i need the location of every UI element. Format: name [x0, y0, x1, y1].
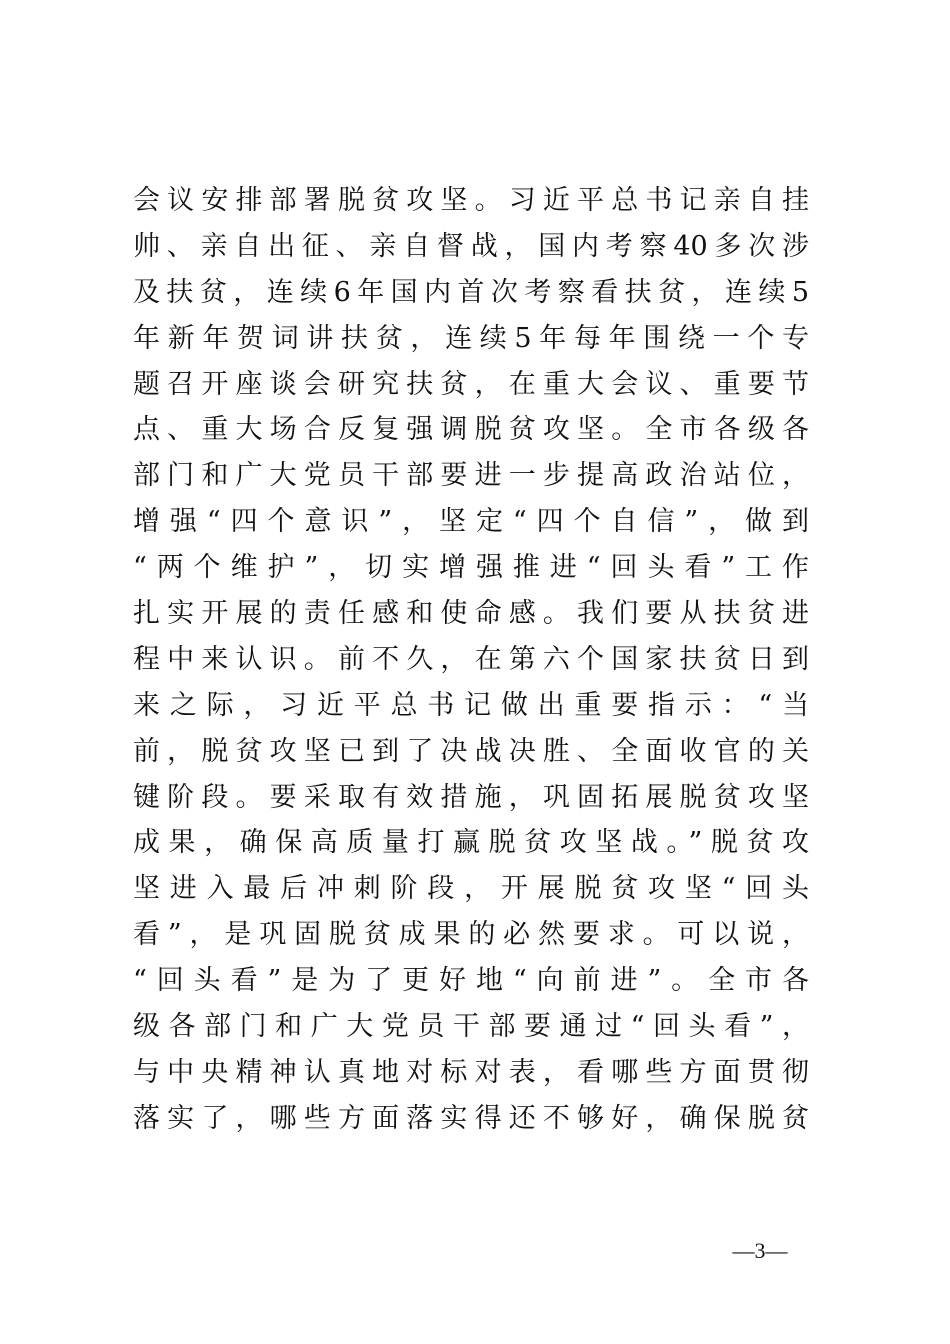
text-line: 来之际，习近平总书记做出重要指示：“当: [133, 689, 809, 721]
page-number: —3—: [732, 1238, 788, 1263]
text-line: 程中来认识。前不久，在第六个国家扶贫日到: [133, 643, 809, 675]
body-text: [133, 178, 809, 1142]
text-line: 部门和广大党员干部要进一步提高政治站位，: [133, 460, 809, 492]
text-line: “两个维护”，切实增强推进“回头看”工作: [133, 552, 809, 584]
text-line: 成果，确保高质量打赢脱贫攻坚战。”脱贫攻: [133, 827, 809, 859]
text-line: 会议安排部署脱贫攻坚。习近平总书记亲自挂: [133, 185, 809, 216]
text-line: 级各部门和广大党员干部要通过“回头看”，: [133, 1011, 809, 1043]
text-line: 题召开座谈会研究扶贫，在重大会议、重要节: [133, 368, 809, 400]
text-line: 扎实开展的责任感和使命感。我们要从扶贫进: [133, 598, 809, 630]
text-line: 看”，是巩固脱贫成果的必然要求。可以说，: [133, 919, 809, 951]
text-line: 增强“四个意识”，坚定“四个自信”，做到: [133, 506, 809, 538]
text-line: 键阶段。要采取有效措施，巩固拓展脱贫攻坚: [133, 781, 809, 813]
text-line: 帅、亲自出征、亲自督战，国内考察40多次涉: [133, 230, 809, 262]
text-line: “回头看”是为了更好地“向前进”。全市各: [133, 965, 809, 997]
text-line: 前，脱贫攻坚已到了决战决胜、全面收官的关: [133, 735, 809, 767]
text-line: 落实了，哪些方面落实得还不够好，确保脱贫: [133, 1102, 809, 1134]
text-line: 年新年贺词讲扶贫，连续5年每年围绕一个专: [133, 322, 809, 354]
text-line: 点、重大场合反复强调脱贫攻坚。全市各级各: [133, 414, 809, 446]
text-line: 及扶贫，连续6年国内首次考察看扶贫，连续5: [133, 276, 809, 308]
text-line: 与中央精神认真地对标对表，看哪些方面贯彻: [133, 1056, 809, 1088]
text-line: 坚进入最后冲刺阶段，开展脱贫攻坚“回头: [133, 873, 809, 905]
